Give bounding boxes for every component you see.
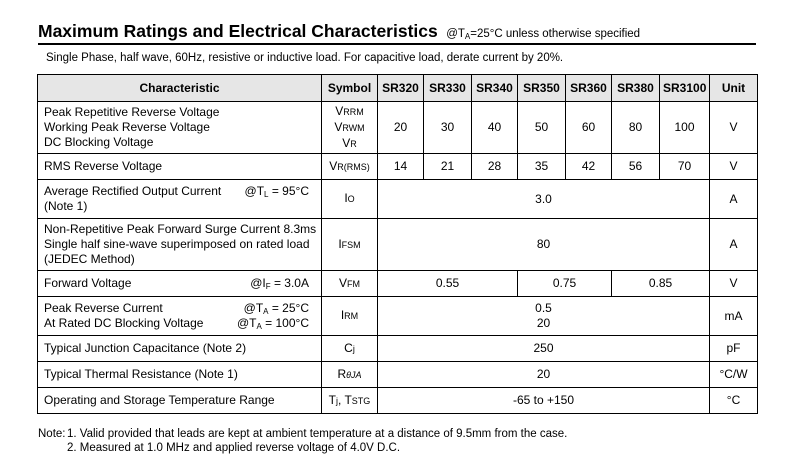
value-cell: 60 xyxy=(566,102,612,154)
col-part: SR3100 xyxy=(660,75,710,102)
row-thermal-resistance xyxy=(38,362,758,388)
symbol-cell xyxy=(322,102,378,154)
note-line xyxy=(38,427,567,441)
note-item: 2. Measured at 1.0 MHz and applied reverse voltage of 4.0V D.C. xyxy=(67,442,401,454)
value-cell: 3.0 xyxy=(378,180,710,219)
col-part: SR320 xyxy=(378,75,424,102)
note-item: 1. Valid provided that leads are kept at ambient temperature at a distance of 9.5mm from the case. xyxy=(67,428,568,440)
condition-prefix: @I xyxy=(250,276,266,290)
value-cell: 80 xyxy=(378,219,710,271)
notes xyxy=(38,427,567,455)
value-line: 20 xyxy=(536,316,551,330)
symbol-main: , T xyxy=(338,392,352,407)
characteristic-line: Single half sine-wave superimposed on rated load xyxy=(44,237,310,251)
value-line: 0.5 xyxy=(535,301,552,315)
unit-cell: °C xyxy=(710,388,758,414)
header-bar xyxy=(38,21,756,45)
scope-note: Single Phase, half wave, 60Hz, resistive or inductive load. For capacitive load, derate current by 20%. xyxy=(46,52,564,64)
symbol-cell xyxy=(322,388,378,414)
characteristic-line: Non-Repetitive Peak Forward Surge Current 8.3ms xyxy=(44,222,317,236)
condition-prefix: @T xyxy=(243,301,264,315)
row-junction-capacitance xyxy=(38,336,758,362)
unit-cell: mA xyxy=(710,297,758,336)
title-condition-suffix: =25°C unless otherwise specified xyxy=(470,28,641,40)
col-characteristic: Characteristic xyxy=(38,75,322,102)
condition-suffix: = 25°C xyxy=(268,301,309,315)
symbol-sub: RWM xyxy=(342,122,365,133)
characteristic-cell xyxy=(38,180,322,219)
value-cell: 20 xyxy=(378,102,424,154)
characteristic-cell: Typical Junction Capacitance (Note 2) xyxy=(38,336,322,362)
condition-sub: A xyxy=(256,322,262,331)
row-forward-voltage xyxy=(38,271,758,297)
ratings-table xyxy=(37,74,758,414)
value-cell: 28 xyxy=(472,154,518,180)
value-cell: 80 xyxy=(612,102,660,154)
symbol-cell xyxy=(322,297,378,336)
symbol-main: V xyxy=(342,135,351,150)
symbol-sub: O xyxy=(347,194,355,204)
condition-suffix: = 3.0A xyxy=(270,276,309,290)
characteristic-line: (JEDEC Method) xyxy=(44,252,135,266)
symbol-sub: FSM xyxy=(341,239,361,250)
symbol-main: I xyxy=(344,191,348,205)
unit-cell: A xyxy=(710,180,758,219)
symbol-main: C xyxy=(344,340,353,355)
title-condition-sub: A xyxy=(464,32,471,41)
symbol-sub: FM xyxy=(347,278,360,289)
col-part: SR380 xyxy=(612,75,660,102)
row-rms-voltage xyxy=(38,154,758,180)
value-cell: 50 xyxy=(518,102,566,154)
row-rectified-current xyxy=(38,180,758,219)
unit-cell: °C/W xyxy=(710,362,758,388)
characteristic-cell xyxy=(38,271,322,297)
symbol-main: V xyxy=(335,103,344,118)
symbol-sub: j xyxy=(336,395,339,406)
symbol xyxy=(325,104,374,120)
characteristic-text: Forward Voltage xyxy=(44,276,132,290)
characteristic-line xyxy=(44,184,318,199)
unit-cell: V xyxy=(710,271,758,297)
characteristic-cell xyxy=(38,102,322,154)
symbol-main: I xyxy=(340,308,345,322)
symbol-sub: RM xyxy=(344,311,359,321)
characteristic-cell: Operating and Storage Temperature Range xyxy=(38,388,322,414)
condition-sub: A xyxy=(263,307,269,316)
symbol-main: V xyxy=(329,158,338,173)
col-unit: Unit xyxy=(710,75,758,102)
symbol xyxy=(325,120,374,136)
symbol-cell xyxy=(322,271,378,297)
characteristic-line: Working Peak Reverse Voltage xyxy=(44,120,210,134)
value-cell: 0.85 xyxy=(612,271,710,297)
value-cell: 0.75 xyxy=(518,271,612,297)
condition-suffix: = 95°C xyxy=(268,184,309,198)
test-condition xyxy=(237,316,309,334)
value-cell: 40 xyxy=(472,102,518,154)
symbol-cell xyxy=(322,180,378,219)
col-part: SR350 xyxy=(518,75,566,102)
test-condition xyxy=(245,184,309,202)
value-cell: 14 xyxy=(378,154,424,180)
notes-label: Note: xyxy=(38,428,66,440)
symbol-main: V xyxy=(338,275,347,290)
characteristic-text: Average Rectified Output Current xyxy=(44,184,222,198)
col-part: SR360 xyxy=(566,75,612,102)
symbol-sub: R xyxy=(350,138,357,149)
row-temperature-range xyxy=(38,388,758,414)
title-condition-prefix: @T xyxy=(446,28,465,40)
symbol xyxy=(325,136,374,152)
characteristic-line xyxy=(44,316,318,331)
condition-prefix: @T xyxy=(236,316,257,330)
characteristic-cell: RMS Reverse Voltage xyxy=(38,154,322,180)
characteristic-line: (Note 1) xyxy=(44,199,88,213)
title-condition xyxy=(446,28,640,40)
value-cell xyxy=(378,297,710,336)
condition-sub: F xyxy=(265,282,271,291)
value-cell: 42 xyxy=(566,154,612,180)
characteristic-cell xyxy=(38,219,322,271)
col-part: SR340 xyxy=(472,75,518,102)
symbol-sub: STG xyxy=(351,395,371,406)
symbol-main: V xyxy=(334,119,343,134)
characteristic-text: Peak Reverse Current xyxy=(44,301,163,315)
value-cell: 30 xyxy=(424,102,472,154)
unit-cell: V xyxy=(710,154,758,180)
value-cell: 70 xyxy=(660,154,710,180)
symbol-sub: R(RMS) xyxy=(337,161,370,172)
document-title: Maximum Ratings and Electrical Characteristics xyxy=(38,21,438,41)
condition-sub: L xyxy=(264,190,269,199)
condition-prefix: @T xyxy=(244,184,265,198)
row-reverse-voltage xyxy=(38,102,758,154)
characteristic-line xyxy=(44,301,318,316)
symbol-cell xyxy=(322,154,378,180)
row-reverse-current xyxy=(38,297,758,336)
symbol-cell xyxy=(322,362,378,388)
symbol-main: R xyxy=(337,366,347,381)
col-symbol: Symbol xyxy=(322,75,378,102)
symbol-cell xyxy=(322,336,378,362)
characteristic-cell xyxy=(38,297,322,336)
value-cell: 20 xyxy=(378,362,710,388)
symbol-main: T xyxy=(328,392,337,407)
symbol-sub: θJA xyxy=(346,369,362,380)
characteristic-line: DC Blocking Voltage xyxy=(44,135,154,149)
symbol-cell xyxy=(322,219,378,271)
characteristic-text: At Rated DC Blocking Voltage xyxy=(44,316,204,330)
symbol-main: I xyxy=(338,236,342,251)
symbol-sub: RRM xyxy=(343,106,364,117)
value-cell: 250 xyxy=(378,336,710,362)
col-part: SR330 xyxy=(424,75,472,102)
condition-suffix: = 100°C xyxy=(261,316,309,330)
symbol-sub: j xyxy=(352,343,355,354)
unit-cell: pF xyxy=(710,336,758,362)
value-cell: 100 xyxy=(660,102,710,154)
table-header-row xyxy=(38,75,758,102)
unit-cell: A xyxy=(710,219,758,271)
value-cell: 21 xyxy=(424,154,472,180)
value-cell: -65 to +150 xyxy=(378,388,710,414)
value-cell: 35 xyxy=(518,154,566,180)
test-condition xyxy=(250,276,309,294)
value-cell: 56 xyxy=(612,154,660,180)
characteristic-line: Peak Repetitive Reverse Voltage xyxy=(44,105,220,119)
characteristic-cell: Typical Thermal Resistance (Note 1) xyxy=(38,362,322,388)
unit-cell: V xyxy=(710,102,758,154)
value-cell: 0.55 xyxy=(378,271,518,297)
row-surge-current xyxy=(38,219,758,271)
